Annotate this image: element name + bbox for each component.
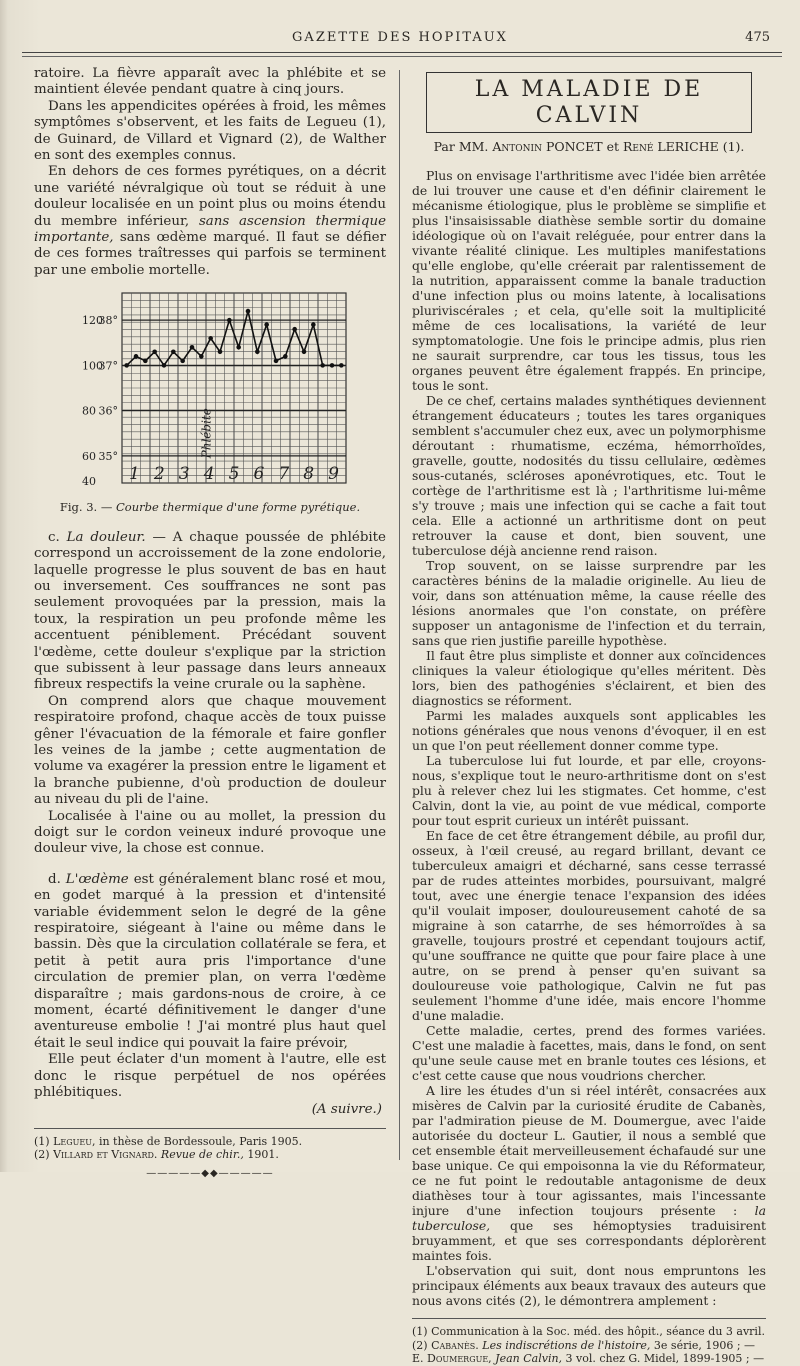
paragraph: ratoire. La fièvre apparaît avec la phlébite et se maintient élevée pendant quatre à cinq jours.: [34, 66, 386, 98]
temp-tick-label: 37°: [98, 359, 118, 373]
data-point: [152, 350, 157, 355]
paragraph: L'observation qui suit, dont nous empruntons les principaux éléments aux beaux travaux des auteurs que nous avons cités (2), le démontrera amplement :: [412, 1263, 766, 1308]
pulse-tick-label: 40: [82, 475, 96, 489]
day-label: 9: [328, 464, 339, 485]
data-point: [162, 363, 167, 368]
article-authors: Par MM. Antonin PONCET et René LERICHE (1).: [433, 139, 745, 154]
data-point: [246, 309, 251, 314]
paragraph: En face de cet être étrangement débile, au profil dur, osseux, à l'œil creusé, au regard brillant, devant ce tuberculeux amaigri et décharné, sans cesse terrassé par de rudes atteintes morbides, poursuivant, malgré tout, avec une énergie tenace l'expansion des idées qu'il voulait imposer, douloureusement cahoté de sa migraine à son catarrhe, de ses hémorroïdes à sa gravelle, toujours prostré et cependant toujours actif, qu'une souffrance ne quitte que pour faire place à une autre, on se prend à penser qu'en suivant sa douloureuse voie pathologique, Calvin ne fut pas seulement l'homme d'une idée, mais encore l'homme d'une maladie.: [412, 828, 766, 1023]
data-point: [274, 359, 279, 364]
paragraph: Plus on envisage l'arthritisme avec l'idée bien arrêtée de lui trouver une cause et d'en définir clairement le mécanisme étiologique, plus le problème se simplifie et plus l'insaisissable diathèse semble sortir du domaine idéologique où on l'avait reléguée, pour entrer dans la vivante réalité clinique. Les multiples manifestations qu'elle englobe, qu'elle créerait par ralentissement de la nutrition, apparaissent comme la banale traduction d'une infection plus ou moins latente, à localisations pluriviscérales ; et cela, qu'elle soit la multiplicité même de ces localisations, la variété de leur symptomatologie. Une fois le principe admis, plus rien ne saurait surprendre, car tous les tissus, tous les organes peuvent être également frappés. En principe, tous le sont.: [412, 168, 766, 393]
pulse-tick-label: 100: [82, 359, 103, 373]
figure-caption: Fig. 3. — Courbe thermique d'une forme pyrétique.: [59, 500, 361, 515]
data-point: [190, 345, 195, 350]
paragraph: On comprend alors que chaque mouvement respiratoire profond, chaque accès de toux puisse gêner l'évacuation de la fémorale et faire gonfler les veines de la jambe ; cette augmentation de volume va exagérer la pression entre le ligament et la branche pubienne, d'où production de douleur au niveau du pli de l'aine.: [34, 693, 386, 808]
data-point: [236, 345, 241, 350]
data-point: [171, 350, 176, 355]
footnote: (2) Cabanès. Les indiscrétions de l'histoire, 3e série, 1906 ; —: [412, 1338, 756, 1352]
article-title: LA MALADIE DE CALVIN: [426, 72, 752, 133]
data-point: [311, 323, 316, 328]
paragraph: Trop souvent, on se laisse surprendre par les caractères bénins de la maladie originelle. Au lieu de voir, dans son atténuation même, la cause réelle des lésions anormales que l'on constate, on préfère supposer un antagonisme de l'infection et du terrain, sans que rien justifie pareille hypothèse.: [412, 558, 766, 648]
right-column: [412, 66, 766, 1366]
data-point: [264, 323, 269, 328]
data-point: [199, 354, 204, 359]
footnote: (1) Communication à la Soc. méd. des hôpit., séance du 3 avril.: [412, 1325, 765, 1338]
footnote-rule: [412, 1318, 766, 1319]
data-point: [143, 359, 148, 364]
temperature-chart: [34, 287, 386, 493]
paragraph-douleur: c. La douleur. — A chaque poussée de phlébite correspond un accroissement de la zone endolorie, laquelle progresse le plus souvent de bas en haut ou inversement. Ces souffrances ne sont pas seulement provoquées par la pression, mais la toux, la respiration un peu profonde même les accentuent péniblement. Précédant souvent l'œdème, cette douleur s'explique par la striction que subissent à leur passage dans leurs anneaux fibreux respectifs la veine crurale ou la saphène.: [34, 529, 386, 693]
running-header: [30, 26, 770, 50]
data-point: [255, 350, 260, 355]
data-point: [320, 363, 325, 368]
footnote-rule: [34, 1128, 386, 1129]
to-be-continued: (A suivre.): [311, 1101, 382, 1117]
temperature-chart-svg: [34, 287, 386, 493]
paragraph: De ce chef, certains malades synthétiques deviennent étrangement éducateurs ; toutes les tares organiques semblent s'accumuler chez eux, avec un polymorphisme déroutant : rhumatisme, eczéma, hémorrhoïdes, gravelle, goutte, nodosités du tissu cellulaire, œdèmes sous-cutanés, scléroses aponévrotiques, etc. Tout le cortège de l'arthritisme est là ; l'arthritisme lui-même s'y trouve ; mais une infection qui se cache a fait tout cela. Elle a actionné un arthritisme dont on peut retrouver la cause et dont, bien souvent, une tuberculose déjà ancienne rend raison.: [412, 393, 766, 558]
day-label: 1: [129, 464, 140, 485]
paragraph: Elle peut éclater d'un moment à l'autre, elle est donc le risque perpétuel de nos opérées phlébitiques.: [34, 1052, 386, 1101]
paragraph: Cette maladie, certes, prend des formes variées. C'est une maladie à facettes, mais, dans le fond, on sent qu'une seule cause met en branle toutes ces lésions, et c'est cette cause que nous voudrions chercher.: [412, 1023, 766, 1083]
paragraph: La tuberculose lui fut lourde, et par elle, croyons-nous, s'explique tout le neuro-arthritisme dont on s'est plu à relever chez lui les stigmates. Cet homme, c'est Calvin, dont la vie, au point de vue médical, comporte pour tout esprit curieux un intérêt puissant.: [412, 753, 766, 828]
data-point: [208, 336, 213, 341]
data-point: [134, 354, 139, 359]
day-label: 7: [278, 464, 290, 485]
data-point: [302, 350, 307, 355]
day-label: 2: [153, 464, 165, 485]
pulse-tick-label: 60: [82, 450, 96, 464]
ornament-divider: —————◆◆—————: [146, 1167, 274, 1179]
paragraph: A lire les études d'un si réel intérêt, consacrées aux misères de Calvin par la curiosité érudite de Cabanès, par l'admiration pieuse de M. Doumergue, avec l'aide autorisée du docteur L. Gautier, il nous a semblé que cet ensemble était merveilleusement échafaudé sur une base unique. Ce qui empoisonna la vie du Réformateur, ce ne fut point le redoutable antagonisme de deux diathèses tour à tour agissantes, mais l'incessante injure d'une infection toujours présente : la tuberculose, que ses hémoptysies traduisirent bruyamment, et que ses correspondants déplorèrent maintes fois.: [412, 1083, 766, 1263]
column-divider: [399, 70, 400, 1160]
left-column: [34, 66, 386, 1186]
data-point: [292, 327, 297, 332]
paragraph: Il faut être plus simpliste et donner aux coïncidences cliniques la valeur étiologique qu'elles méritent. Dès lors, bien des pathogénies s'éclairent, et bien des diagnostics se réforment.: [412, 648, 766, 708]
paragraph: Dans les appendicites opérées à froid, les mêmes symptômes s'observent, et les faits de Legueu (1), de Guinard, de Villard et Vignard (2), de Walther en sont des exemples connus.: [34, 98, 386, 164]
paragraph: Localisée à l'aine ou au mollet, la pression du doigt sur le cordon veineux induré provoque une douleur vive, la chose est connue.: [34, 808, 386, 857]
temp-tick-label: 35°: [98, 450, 118, 464]
data-point: [180, 359, 185, 364]
pulse-tick-label: 80: [82, 404, 96, 418]
footnote: E. Doumergue, Jean Calvin, 3 vol. chez G. Midel, 1899-1905 ; —: [412, 1352, 765, 1365]
data-point: [124, 363, 129, 368]
footnote: (1) Legueu, in thèse de Bordessoule, Paris 1905.: [34, 1134, 303, 1148]
journal-title: GAZETTE DES HOPITAUX: [292, 30, 508, 45]
paragraph-oedeme: d. L'œdème est généralement blanc rosé et mou, en godet marqué à la pression et d'intensité variable évidemment selon le degré de la gêne respiratoire, siégeant à l'aine ou même dans le bassin. Dès que la circulation collatérale se fera, et petit à petit aura pris l'importance d'une circulation de premier plan, on verra l'œdème disparaître ; mais gardons-nous de croire, à ce moment, écarté définitivement le danger d'une aventureuse embolie ! J'ai montré plus haut quel était le seul indice qui pouvait la faire prévoir,: [34, 871, 387, 1051]
paragraph: Parmi les malades auxquels sont applicables les notions générales que nous venons d'évoquer, il en est un que l'on peut réellement donner comme type.: [412, 708, 766, 753]
paragraph: En dehors de ces formes pyrétiques, on a décrit une variété névralgique où tout se réduit à une douleur localisée en un point plus ou moins étendu du membre inférieur, sans ascension thermique importante, sans œdème marqué. Il faut se défier de ces formes traîtresses qui parfois se terminent par une embolie mortelle.: [34, 164, 386, 278]
page-number: 475: [745, 30, 770, 45]
day-label: 3: [178, 464, 190, 485]
temp-tick-label: 38°: [98, 314, 118, 328]
data-point: [330, 363, 335, 368]
day-label: 6: [253, 464, 265, 485]
data-point: [227, 318, 232, 323]
header-rule-thin: [22, 56, 782, 57]
footnote: (2) Villard et Vignard. Revue de chir., 1901.: [34, 1148, 279, 1162]
data-point: [218, 350, 223, 355]
day-label: 4: [203, 464, 215, 485]
data-point: [283, 354, 288, 359]
header-rule: [22, 52, 782, 53]
temp-tick-label: 36°: [98, 404, 118, 418]
day-label: 8: [303, 464, 315, 485]
day-label: 5: [228, 464, 240, 485]
phlebite-annotation: Phlébite: [199, 408, 214, 459]
pulse-tick-label: 120: [82, 314, 103, 328]
data-point: [339, 363, 344, 368]
